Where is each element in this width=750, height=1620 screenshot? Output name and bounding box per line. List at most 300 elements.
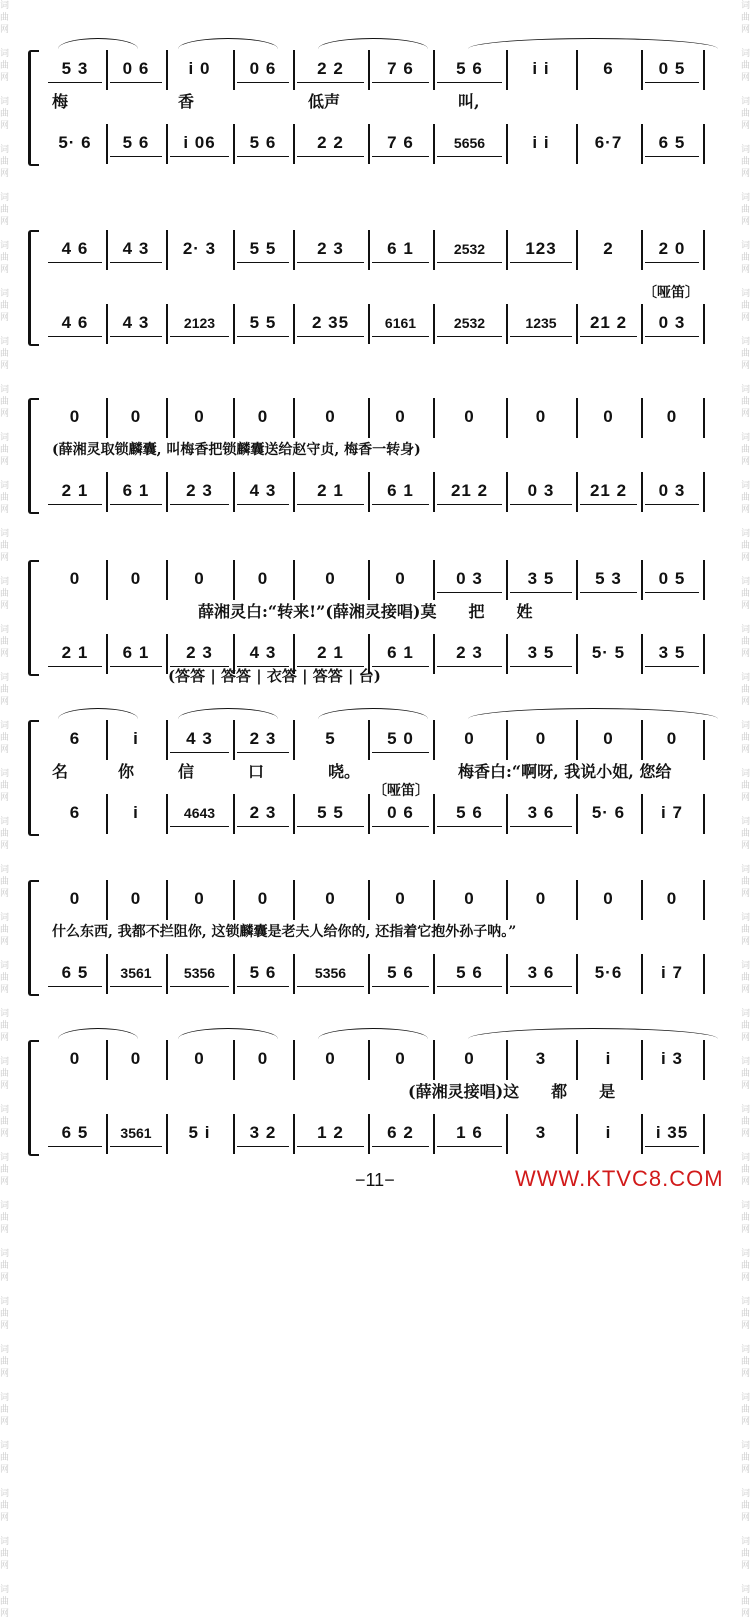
note-group: 5 5 — [237, 236, 289, 263]
score-system — [28, 540, 720, 685]
bar-line — [576, 1114, 578, 1154]
note-group: 5 6 — [437, 960, 502, 987]
bar-line — [433, 794, 435, 834]
note-group: 2532 — [437, 236, 502, 263]
note-group: 0 3 — [645, 478, 699, 505]
slur-mark — [468, 708, 718, 719]
note-group: 0 — [395, 1049, 406, 1068]
annotation-mute-flute: 〔哑笛〕 — [643, 285, 699, 301]
note-group: 21 2 — [437, 478, 502, 505]
note-group: i i — [532, 133, 550, 152]
note-group: i 3 — [661, 1049, 683, 1068]
bar-line — [433, 472, 435, 512]
bar-line — [641, 304, 643, 344]
note-group: 1235 — [510, 310, 572, 337]
bar-line — [641, 472, 643, 512]
bar-line — [166, 230, 168, 270]
watermark-left: 词 曲 网 词 曲 网 词 曲 网 词 曲 网 词 曲 网 词 曲 网 词 曲 网 词 曲 网 词 曲 网 词 曲 网 词 曲 网 词 曲 网 词 曲 网 词 曲 网 词 曲 网 词 曲 网 词 曲 网 词 曲 网 词 曲 网 词 曲 网 词 曲 网 词 曲 网 词 曲 网 词 曲 网 词 曲 网 词 曲 网 词 曲 网 词 曲 网 词 曲 网 词 曲 网 词 曲 网 词 曲 网 词 曲 网 词 曲 网 — [0, 1, 10, 1619]
annotation-mute-flute: 〔哑笛〕 — [373, 783, 429, 799]
note-group: 6161 — [372, 310, 429, 337]
note-group: 0 — [257, 569, 269, 588]
bar-line — [166, 398, 168, 438]
bar-line — [703, 398, 705, 438]
bar-line — [641, 794, 643, 834]
note-group: 0 — [535, 729, 547, 748]
note-group: 2· 3 — [182, 239, 217, 258]
bar-line — [576, 398, 578, 438]
note-group: 6 1 — [110, 478, 162, 505]
slur-mark — [178, 1028, 278, 1039]
note-group: 5 5 — [237, 310, 289, 337]
bar-line — [106, 230, 108, 270]
slur-mark — [318, 708, 428, 719]
bar-line — [368, 1040, 370, 1080]
note-group: 0 5 — [645, 56, 699, 83]
note-group: 0 — [395, 407, 406, 426]
bar-line — [641, 1114, 643, 1154]
note-group: 6·7 — [594, 133, 623, 152]
system-bracket — [28, 560, 39, 676]
note-group: 5 6 — [372, 960, 429, 987]
note-group: 2 3 — [297, 236, 364, 263]
note-group: 2 0 — [645, 236, 699, 263]
note-group: 6 5 — [48, 960, 102, 987]
note-group: 0 — [257, 1049, 269, 1068]
bar-line — [703, 472, 705, 512]
bar-line — [293, 720, 295, 760]
bar-line — [106, 720, 108, 760]
bar-line — [576, 472, 578, 512]
lyric-word: 梅 — [52, 92, 69, 111]
slur-mark — [178, 38, 278, 49]
slur-mark — [58, 38, 138, 49]
bar-line — [703, 124, 705, 164]
slur-mark — [468, 1028, 718, 1039]
note-group: 0 — [666, 889, 678, 908]
note-group: 0 3 — [510, 478, 572, 505]
bar-line — [368, 472, 370, 512]
bar-line — [368, 124, 370, 164]
note-group: 0 — [603, 889, 614, 908]
note-group: 4 3 — [237, 640, 289, 667]
bar-line — [641, 954, 643, 994]
note-group: 2 35 — [297, 310, 364, 337]
bar-line — [233, 560, 235, 600]
lyric-word: 信 — [178, 762, 195, 781]
bar-line — [506, 634, 508, 674]
bar-line — [106, 1040, 108, 1080]
note-group: 5 6 — [437, 56, 502, 83]
lyric-word: 叫, — [458, 92, 480, 111]
bar-line — [576, 634, 578, 674]
bar-line — [433, 1114, 435, 1154]
note-group: 0 5 — [645, 566, 699, 593]
lyric-word: 你 — [118, 762, 135, 781]
bar-line — [641, 1040, 643, 1080]
note-group: 4 3 — [110, 236, 162, 263]
bar-line — [106, 304, 108, 344]
lyric-line: (薛湘灵接唱)这 都 是 — [408, 1082, 616, 1101]
slur-mark — [178, 708, 278, 719]
system-bracket — [28, 230, 39, 346]
note-group: 3 2 — [237, 1120, 289, 1147]
bar-line — [703, 954, 705, 994]
note-group: 0 — [69, 407, 81, 426]
note-group: 0 6 — [110, 56, 162, 83]
bar-line — [576, 1040, 578, 1080]
note-group: 2 1 — [297, 640, 364, 667]
note-group: 0 — [194, 569, 205, 588]
note-group: 0 — [666, 729, 678, 748]
bar-line — [106, 50, 108, 90]
note-group: i i — [532, 59, 550, 78]
bar-line — [293, 1040, 295, 1080]
bar-line — [293, 794, 295, 834]
bar-line — [506, 880, 508, 920]
bar-line — [293, 50, 295, 90]
note-group: 2 2 — [297, 56, 364, 83]
bar-line — [506, 720, 508, 760]
bar-line — [233, 398, 235, 438]
bar-line — [368, 398, 370, 438]
bar-line — [703, 304, 705, 344]
note-group: 0 — [194, 889, 205, 908]
bar-line — [641, 230, 643, 270]
note-group: 3561 — [110, 960, 162, 987]
note-group: 3 — [535, 1123, 547, 1142]
watermark-right: 词 曲 网 词 曲 网 词 曲 网 词 曲 网 词 曲 网 词 曲 网 词 曲 网 词 曲 网 词 曲 网 词 曲 网 词 曲 网 词 曲 网 词 曲 网 词 曲 网 词 曲 网 词 曲 网 词 曲 网 词 曲 网 词 曲 网 词 曲 网 词 曲 网 词 曲 网 词 曲 网 词 曲 网 词 曲 网 词 曲 网 词 曲 网 词 曲 网 词 曲 网 词 曲 网 词 曲 网 词 曲 网 词 曲 网 词 曲 网 — [740, 1, 750, 1619]
bar-line — [703, 880, 705, 920]
bar-line — [233, 720, 235, 760]
note-group: 0 — [395, 569, 406, 588]
note-group: 0 — [69, 569, 81, 588]
note-group: i 7 — [661, 803, 683, 822]
note-group: 0 6 — [237, 56, 289, 83]
note-group: 7 6 — [372, 56, 429, 83]
bar-line — [506, 50, 508, 90]
bar-line — [506, 1040, 508, 1080]
note-group: 0 — [130, 1049, 142, 1068]
note-group: 0 — [130, 569, 142, 588]
bar-line — [166, 560, 168, 600]
bar-line — [233, 230, 235, 270]
note-group: 2 1 — [48, 640, 102, 667]
note-group: 2 3 — [170, 478, 229, 505]
note-group: 2 3 — [437, 640, 502, 667]
bar-line — [233, 472, 235, 512]
bar-line — [576, 720, 578, 760]
bar-line — [576, 124, 578, 164]
note-group: 6 1 — [372, 478, 429, 505]
note-group: 4 6 — [48, 310, 102, 337]
note-group: 3 6 — [510, 960, 572, 987]
bar-line — [233, 124, 235, 164]
percussion-syllables: (答答 | 答答 | 衣答 | 答答 | 台) — [168, 667, 381, 685]
bar-line — [233, 304, 235, 344]
bar-line — [506, 1114, 508, 1154]
bar-line — [166, 954, 168, 994]
note-group: 6 5 — [645, 130, 699, 157]
note-group: 6 1 — [110, 640, 162, 667]
bar-line — [506, 472, 508, 512]
note-group: 5 3 — [48, 56, 102, 83]
note-group: 0 — [603, 729, 614, 748]
note-group: 3 6 — [510, 800, 572, 827]
bar-line — [106, 560, 108, 600]
note-group: 21 2 — [580, 310, 637, 337]
note-group: 5356 — [170, 960, 229, 987]
slur-mark — [468, 38, 718, 49]
note-group: 0 — [464, 407, 475, 426]
bar-line — [233, 50, 235, 90]
note-group: 2 1 — [48, 478, 102, 505]
bar-line — [576, 230, 578, 270]
bar-line — [703, 794, 705, 834]
bar-line — [433, 634, 435, 674]
note-group: 0 — [464, 729, 475, 748]
note-group: i 7 — [661, 963, 683, 982]
bar-line — [166, 124, 168, 164]
bar-line — [506, 560, 508, 600]
note-group: 0 — [325, 1049, 336, 1068]
bar-line — [703, 50, 705, 90]
bar-line — [433, 230, 435, 270]
bar-line — [433, 954, 435, 994]
bar-line — [433, 50, 435, 90]
note-group: 0 6 — [372, 800, 429, 827]
note-group: i 0 — [188, 59, 211, 78]
note-group: 21 2 — [580, 478, 637, 505]
note-group: 0 — [325, 569, 336, 588]
note-group: 5 — [325, 729, 336, 748]
bar-line — [506, 794, 508, 834]
bar-line — [233, 794, 235, 834]
bar-line — [433, 398, 435, 438]
bar-line — [106, 880, 108, 920]
bar-line — [106, 472, 108, 512]
note-group: 0 — [69, 889, 81, 908]
lyric-line: 什么东西, 我都不拦阻你, 这锁麟囊是老夫人给你的, 还指着它抱外孙子呐。” — [52, 924, 517, 940]
note-group: 0 — [464, 889, 475, 908]
bar-line — [506, 398, 508, 438]
note-group: 2 1 — [297, 478, 364, 505]
note-group: 6 — [69, 803, 81, 822]
note-group: 3561 — [110, 1120, 162, 1147]
bar-line — [293, 880, 295, 920]
bar-line — [368, 954, 370, 994]
bar-line — [576, 794, 578, 834]
slur-mark — [318, 1028, 428, 1039]
bar-line — [233, 954, 235, 994]
score-system — [28, 860, 720, 990]
bar-line — [368, 230, 370, 270]
bar-line — [703, 1040, 705, 1080]
note-group: 6 2 — [372, 1120, 429, 1147]
lyric-word: 香 — [178, 92, 195, 111]
bar-line — [641, 398, 643, 438]
note-group: 7 6 — [372, 130, 429, 157]
note-group: 5656 — [437, 130, 502, 157]
bar-line — [433, 720, 435, 760]
bar-line — [433, 124, 435, 164]
site-url[interactable]: WWW.KTVC8.COM — [515, 1166, 724, 1191]
score-system — [28, 700, 720, 830]
lyric-word: 哓。 — [328, 762, 361, 781]
bar-line — [703, 230, 705, 270]
note-group: 0 — [69, 1049, 81, 1068]
bar-line — [293, 472, 295, 512]
note-group: 0 — [603, 407, 614, 426]
note-group: 4 3 — [170, 726, 229, 753]
note-group: 2 — [603, 239, 614, 258]
note-group: 3 — [535, 1049, 547, 1068]
bar-line — [703, 720, 705, 760]
note-group: 0 — [130, 407, 142, 426]
bar-line — [106, 954, 108, 994]
bar-line — [166, 304, 168, 344]
bar-line — [166, 1114, 168, 1154]
bar-line — [576, 954, 578, 994]
note-group: 5 0 — [372, 726, 429, 753]
bar-line — [233, 1040, 235, 1080]
system-bracket — [28, 50, 39, 166]
system-bracket — [28, 880, 39, 996]
slur-mark — [318, 38, 428, 49]
bar-line — [106, 398, 108, 438]
note-group: i — [605, 1049, 612, 1068]
note-group: 3 5 — [510, 566, 572, 593]
note-group: 0 — [257, 889, 269, 908]
note-group: 0 — [194, 407, 205, 426]
note-group: 2123 — [170, 310, 229, 337]
bar-line — [233, 1114, 235, 1154]
bar-line — [506, 954, 508, 994]
lyric-word: 名 — [52, 762, 69, 781]
note-group: 0 — [395, 889, 406, 908]
bar-line — [641, 50, 643, 90]
bar-line — [166, 720, 168, 760]
note-group: 2532 — [437, 310, 502, 337]
bar-line — [576, 880, 578, 920]
bar-line — [506, 124, 508, 164]
bar-line — [293, 1114, 295, 1154]
bar-line — [641, 634, 643, 674]
bar-line — [368, 720, 370, 760]
note-group: i — [133, 803, 139, 822]
bar-line — [576, 304, 578, 344]
bar-line — [166, 50, 168, 90]
bar-line — [641, 560, 643, 600]
note-group: 6 5 — [48, 1120, 102, 1147]
note-group: 5 6 — [437, 800, 502, 827]
note-group: 5· 6 — [591, 803, 626, 822]
lyric-line: (薛湘灵取锁麟囊, 叫梅香把锁麟囊送给赵守贞, 梅香一转身) — [52, 442, 421, 458]
note-group: 3 5 — [510, 640, 572, 667]
lyric-line: 薛湘灵白:“转来!”(薛湘灵接唱)莫 把 姓 — [198, 602, 533, 621]
note-group: 0 — [257, 407, 269, 426]
lyric-word: 口 — [248, 762, 265, 781]
note-group: 6 — [69, 729, 81, 748]
bar-line — [233, 880, 235, 920]
note-group: 0 3 — [437, 566, 502, 593]
system-bracket — [28, 398, 39, 514]
note-group: 5 6 — [110, 130, 162, 157]
note-group: 2 3 — [237, 800, 289, 827]
bar-line — [166, 880, 168, 920]
bar-line — [641, 124, 643, 164]
bar-line — [293, 304, 295, 344]
note-group: 5356 — [297, 960, 364, 987]
bar-line — [703, 560, 705, 600]
note-group: 2 3 — [170, 640, 229, 667]
bar-line — [166, 794, 168, 834]
note-group: 5 3 — [580, 566, 637, 593]
note-group: 5 6 — [237, 960, 289, 987]
note-group: 5· 6 — [58, 133, 92, 152]
note-group: 5 6 — [237, 130, 289, 157]
note-group: 1 2 — [297, 1120, 364, 1147]
bar-line — [106, 1114, 108, 1154]
score-system — [28, 378, 720, 508]
bar-line — [293, 560, 295, 600]
bar-line — [368, 1114, 370, 1154]
note-group: 0 — [535, 889, 547, 908]
note-group: 4 3 — [237, 478, 289, 505]
bar-line — [641, 720, 643, 760]
note-group: 0 3 — [645, 310, 699, 337]
note-group: 6 1 — [372, 640, 429, 667]
bar-line — [166, 472, 168, 512]
note-group: i — [605, 1123, 612, 1142]
note-group: i 06 — [170, 130, 229, 157]
bar-line — [703, 634, 705, 674]
note-group: 4 3 — [110, 310, 162, 337]
lyric-word: 低声 — [308, 92, 341, 111]
note-group: 0 — [666, 407, 678, 426]
bar-line — [433, 560, 435, 600]
system-bracket — [28, 1040, 39, 1156]
note-group: 6 — [603, 59, 614, 78]
bar-line — [576, 560, 578, 600]
note-group: 123 — [510, 236, 572, 263]
system-bracket — [28, 720, 39, 836]
note-group: 0 — [130, 889, 142, 908]
note-group: 5·6 — [594, 963, 623, 982]
bar-line — [703, 1114, 705, 1154]
score-system — [28, 210, 720, 340]
bar-line — [293, 124, 295, 164]
note-group: i — [133, 729, 139, 748]
note-group: 6 1 — [372, 236, 429, 263]
note-group: 3 5 — [645, 640, 699, 667]
page-number: −11− — [355, 1170, 395, 1190]
slur-mark — [58, 708, 138, 719]
bar-line — [368, 794, 370, 834]
score-system — [28, 30, 720, 160]
note-group: 2 3 — [237, 726, 289, 753]
note-group: 5· 5 — [591, 643, 626, 662]
bar-line — [576, 50, 578, 90]
bar-line — [506, 230, 508, 270]
note-group: 0 — [194, 1049, 205, 1068]
bar-line — [433, 880, 435, 920]
note-group: 1 6 — [437, 1120, 502, 1147]
bar-line — [106, 794, 108, 834]
note-group: 2 2 — [297, 130, 364, 157]
note-group: 0 — [325, 407, 336, 426]
bar-line — [433, 1040, 435, 1080]
bar-line — [368, 880, 370, 920]
